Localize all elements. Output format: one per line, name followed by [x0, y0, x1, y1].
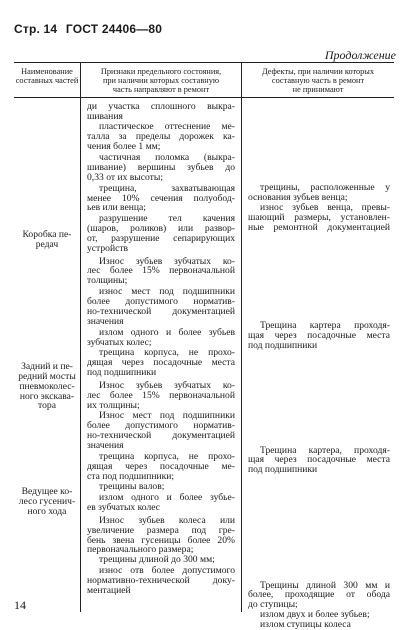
- table-cell-line: ного экскава-: [19, 391, 75, 402]
- table-cell-line: ментацией: [87, 585, 131, 596]
- table-cell-line: ди участка сплошного выкра-: [87, 101, 235, 112]
- table-cell-line: более допустимого норматив-: [87, 296, 235, 307]
- table-cell-line: основания зубьев венца;: [248, 192, 348, 203]
- table-cell-line: щая через посадочные места: [248, 454, 390, 465]
- table-body: [14, 98, 394, 630]
- table-cell-line: чения более 1 мм;: [87, 141, 161, 152]
- table-cell-line: Трещина картера, проходя-: [260, 445, 390, 456]
- table-cell-line: лес более 15% первоначальной: [87, 265, 235, 276]
- table-cell-line: зубчатых колес;: [87, 337, 152, 348]
- table-cell-line: лесо гусенич-: [18, 496, 76, 507]
- table-cell-line: шающий размеры, установлен-: [248, 212, 390, 223]
- column-header-defects: Дефекты, при наличии которых составную часть в ремонт не принимают: [261, 67, 375, 94]
- table-cell-line: нормативно-технической доку-: [87, 575, 235, 586]
- table-cell-line: Износ зубьев зубчатых ко-: [99, 256, 235, 267]
- table-cell-line: излом одного и более зубье-: [99, 492, 235, 503]
- table-cell-line: до ступицы;: [248, 599, 298, 610]
- page-header: [14, 22, 167, 36]
- table-cell-line: излом ступицы колеса: [260, 619, 351, 630]
- table-cell-line: Трещина картера проходя-: [260, 320, 390, 331]
- table-cell-line: Коробка пе-: [22, 229, 72, 240]
- table-cell-line: трещины валов;: [99, 481, 165, 492]
- table-cell-line: устройств: [87, 243, 129, 254]
- table-cell-line: износ зубьев венца, превы-: [260, 202, 390, 213]
- table-cell-line: талла за пределы дорожек ка-: [87, 131, 235, 142]
- table-cell-line: Ведущее ко-: [21, 486, 73, 497]
- column-header-limit-signs: Признаки предельного состояния, при наличии которых составную часть направляют в ремонт: [80, 63, 242, 97]
- column-defects: [242, 98, 394, 630]
- table-cell-line: пневмоколес-: [19, 381, 75, 392]
- standard-number: ГОСТ 24406—80: [65, 22, 163, 36]
- table-cell-line: шивание) вершины зубьев до: [87, 162, 235, 173]
- table-cell-line: под подшипники: [248, 340, 318, 351]
- table-cell-line: значения: [87, 440, 124, 451]
- table-cell-line: редний мосты: [18, 371, 76, 382]
- table-cell-line: излом двух и более зубьев;: [260, 609, 370, 620]
- table-cell-line: ев зубчатых колес: [87, 502, 161, 513]
- table-cell-line: дящая через посадочные места: [87, 357, 235, 368]
- table-cell-line: Трещины длиной 300 мм и: [260, 580, 390, 591]
- table-cell-line: дящая через посадочные ме-: [87, 461, 235, 472]
- table-header-row: [14, 62, 394, 98]
- table-cell-line: толщины;: [87, 275, 128, 286]
- table-cell-line: тора: [38, 400, 56, 411]
- table-cell-line: ста под подшипники;: [87, 471, 175, 482]
- table-cell-line: под подшипники: [248, 464, 318, 475]
- table-cell-line: 0,33 от их высоты;: [87, 172, 163, 183]
- table-cell-line: трещина корпуса, не прохо-: [99, 347, 235, 358]
- table-cell-line: пластическое оттеснение ме-: [99, 121, 235, 132]
- table-cell-line: более, проходящие от обода: [248, 589, 390, 600]
- table-cell-line: Износ зубьев колеса или: [99, 515, 235, 526]
- table-cell-line: но-технической документацией: [87, 430, 235, 441]
- table-cell-line: редач: [35, 239, 59, 250]
- table-cell-line: первоначального размера;: [87, 544, 194, 555]
- continuation-label: Продолжение: [324, 48, 396, 62]
- table-cell-line: шивания: [87, 111, 123, 122]
- page-label: Стр. 14: [14, 22, 58, 36]
- column-header-parts: Наименование составных частей: [15, 67, 79, 85]
- table-cell-line: Износ мест под подшипники: [99, 410, 235, 421]
- table-cell-line: значения: [87, 316, 124, 327]
- defects-table: [14, 62, 394, 630]
- table-cell-line: частичная поломка (выкра-: [99, 152, 235, 163]
- table-cell-line: излом одного и более зубьев: [99, 327, 235, 338]
- table-cell-line: трещины, расположенные у: [260, 182, 390, 193]
- table-cell-line: Задний и пе-: [21, 361, 73, 372]
- table-cell-line: разрушение тел качения: [99, 213, 235, 224]
- column-limit-signs: [80, 98, 242, 612]
- table-cell-line: (шаров, роликов) или развор-: [87, 223, 235, 234]
- table-cell-line: более допустимого норматив-: [87, 420, 235, 431]
- table-cell-line: но-технической документацией: [87, 306, 235, 317]
- table-cell-line: ьев или венца;: [87, 202, 146, 213]
- page-number: 14: [14, 598, 26, 612]
- table-cell-line: увеличение размера под гре-: [87, 525, 235, 536]
- table-cell-line: от, разрушение сепарирующих: [87, 233, 235, 244]
- table-cell-line: их толщины;: [87, 400, 140, 411]
- table-cell-line: щая через посадочные места: [248, 330, 390, 341]
- table-cell-line: трещина корпуса, не прохо-: [99, 451, 235, 462]
- table-cell-line: Износ зубьев зубчатых ко-: [99, 380, 235, 391]
- table-cell-line: ного хода: [27, 506, 67, 517]
- table-cell-line: бень звена гусеницы более 20%: [87, 535, 235, 546]
- table-cell-line: менее 10% сечения полуобод-: [87, 193, 235, 204]
- table-cell-line: трещины длиной до 300 мм;: [99, 554, 215, 565]
- table-cell-line: трещина, захватывающая: [99, 183, 235, 194]
- table-cell-line: износ отв более допустимого: [99, 565, 235, 576]
- table-cell-line: износ мест под подшипники: [99, 286, 235, 297]
- table-cell-line: ные ремонтной документацией: [248, 222, 390, 233]
- table-cell-line: лес более 15% первоначальной: [87, 390, 235, 401]
- table-cell-line: под подшипники: [87, 367, 157, 378]
- column-parts: [14, 98, 80, 612]
